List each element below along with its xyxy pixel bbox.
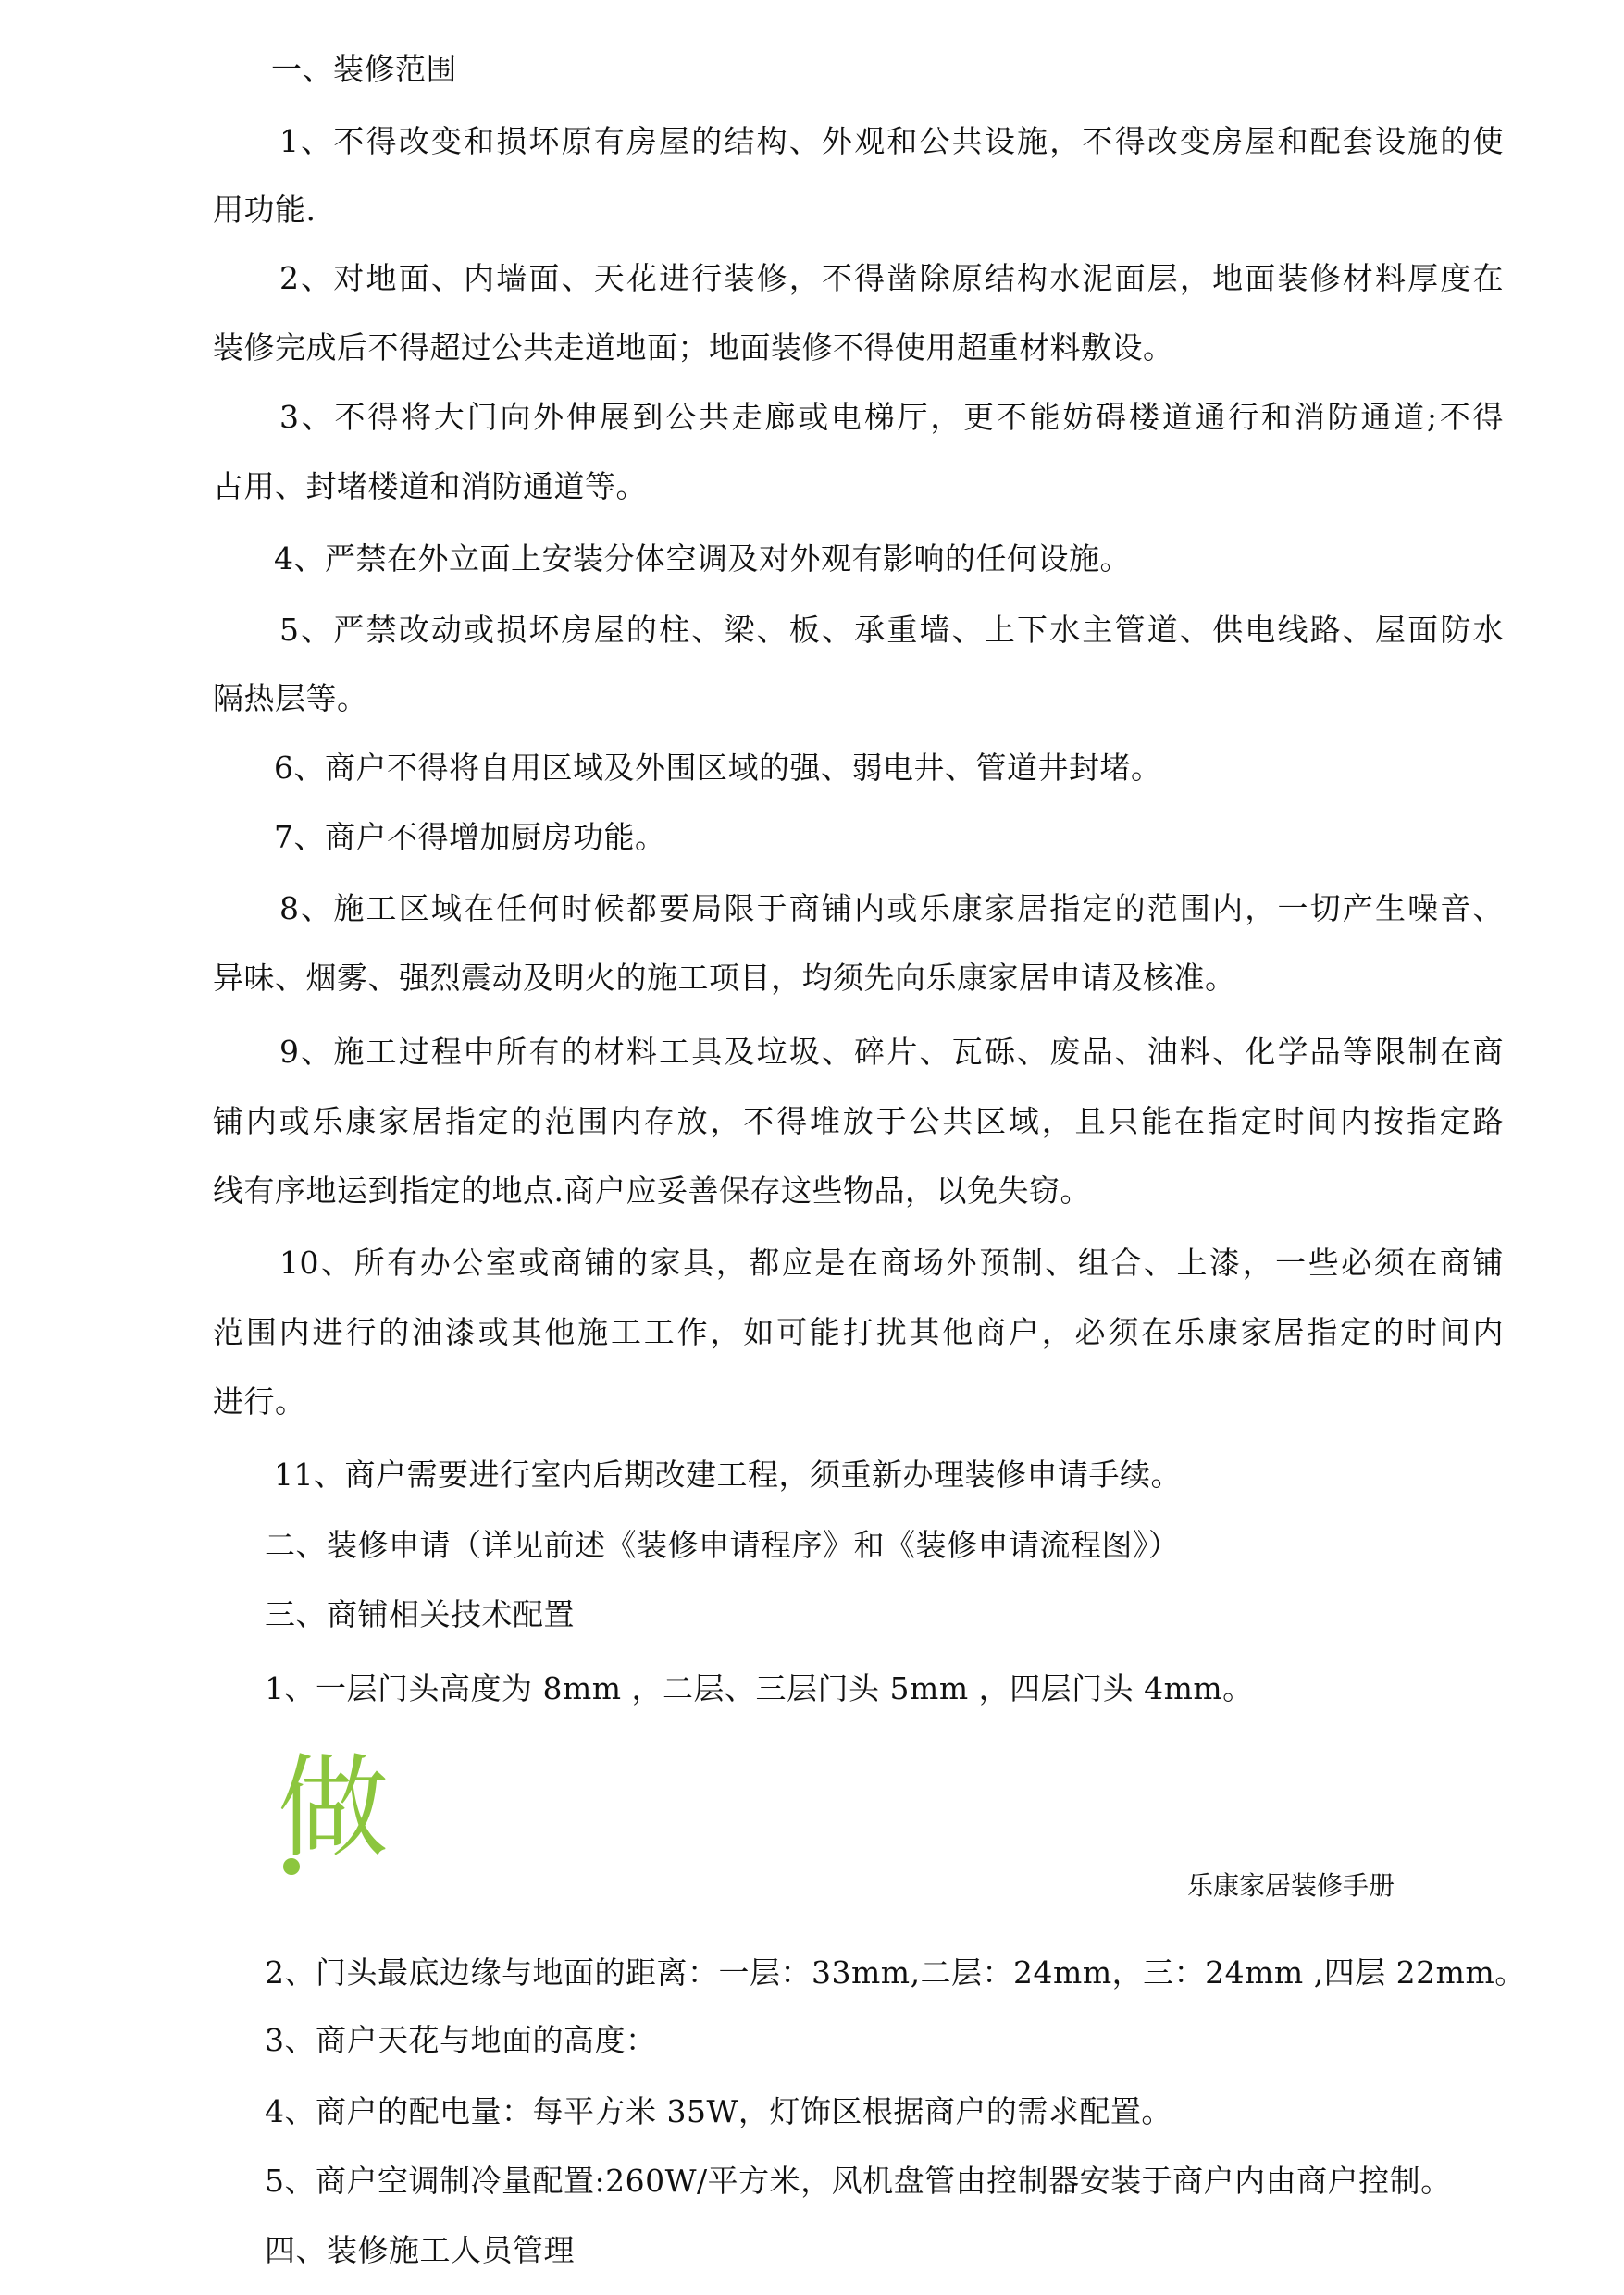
paragraph-line: 5、商户空调制冷量配置:260W/平方米，风机盘管由控制器安装于商户内由商户控制。 [265,2163,1452,2199]
paragraph-line: 占用、封堵楼道和消防通道等。 [213,468,647,504]
paragraph-line: 10、所有办公室或商铺的家具，都应是在商场外预制、组合、上漆，一些必须在商铺 [279,1245,1504,1281]
paragraph-line: 5、严禁改动或损坏房屋的柱、梁、板、承重墙、上下水主管道、供电线路、屋面防水 [279,612,1504,648]
paragraph-line: 6、商户不得将自用区域及外围区域的强、弱电井、管道井封堵。 [274,750,1162,786]
section-heading-4: 四、装修施工人员管理 [265,2232,575,2268]
paragraph-line: 4、商户的配电量：每平方米 35W，灯饰区根据商户的需求配置。 [265,2093,1172,2129]
paragraph-line: 范围内进行的油漆或其他施工工作，如可能打扰其他商户，必须在乐康家居指定的时间内 [213,1314,1504,1350]
paragraph-line: 2、门头最底边缘与地面的距离：一层：33mm,二层：24mm，三：24mm ,四层 22mm。 [265,1954,1526,1991]
paragraph-line: 隔热层等。 [213,680,368,716]
paragraph-line: 1、一层门头高度为 8mm ，二层、三层门头 5mm ，四层门头 4mm。 [265,1670,1254,1706]
paragraph-line: 2、对地面、内墙面、天花进行装修，不得凿除原结构水泥面层，地面装修材料厚度在 [279,260,1504,296]
paragraph-line: 线有序地运到指定的地点.商户应妥善保存这些物品，以免失窃。 [213,1172,1091,1209]
paragraph-line: 3、商户天花与地面的高度： [265,2022,657,2058]
paragraph-line: 装修完成后不得超过公共走道地面；地面装修不得使用超重材料敷设。 [213,329,1174,366]
paragraph-line: 4、严禁在外立面上安装分体空调及对外观有影响的任何设施。 [274,540,1131,577]
paragraph-line: 铺内或乐康家居指定的范围内存放，不得堆放于公共区域，且只能在指定时间内按指定路 [213,1103,1504,1139]
paragraph-line: 8、施工区域在任何时候都要局限于商铺内或乐康家居指定的范围内，一切产生噪音、 [279,890,1504,926]
decorative-glyph: 做 [278,1744,389,1873]
paragraph-line: 进行。 [213,1383,306,1420]
handbook-title: 乐康家居装修手册 [1187,1870,1395,1901]
paragraph-line: 3、不得将大门向外伸展到公共走廊或电梯厅，更不能妨碍楼道通行和消防通道;不得 [279,399,1504,435]
section-heading-1: 一、装修范围 [271,51,457,87]
paragraph-line: 9、施工过程中所有的材料工具及垃圾、碎片、瓦砾、废品、油料、化学品等限制在商 [279,1034,1504,1070]
paragraph-line: 7、商户不得增加厨房功能。 [274,819,666,855]
paragraph-line: 用功能. [213,192,316,228]
paragraph-line: 1、不得改变和损坏原有房屋的结构、外观和公共设施，不得改变房屋和配套设施的使 [279,123,1504,159]
section-heading-3: 三、商铺相关技术配置 [265,1596,575,1632]
paragraph-line: 异味、烟雾、强烈震动及明火的施工项目，均须先向乐康家居申请及核准。 [213,960,1236,996]
paragraph-line: 11、商户需要进行室内后期改建工程，须重新办理装修申请手续。 [274,1457,1182,1493]
section-heading-2: 二、装修申请（详见前述《装修申请程序》和《装修申请流程图》） [265,1527,1180,1563]
